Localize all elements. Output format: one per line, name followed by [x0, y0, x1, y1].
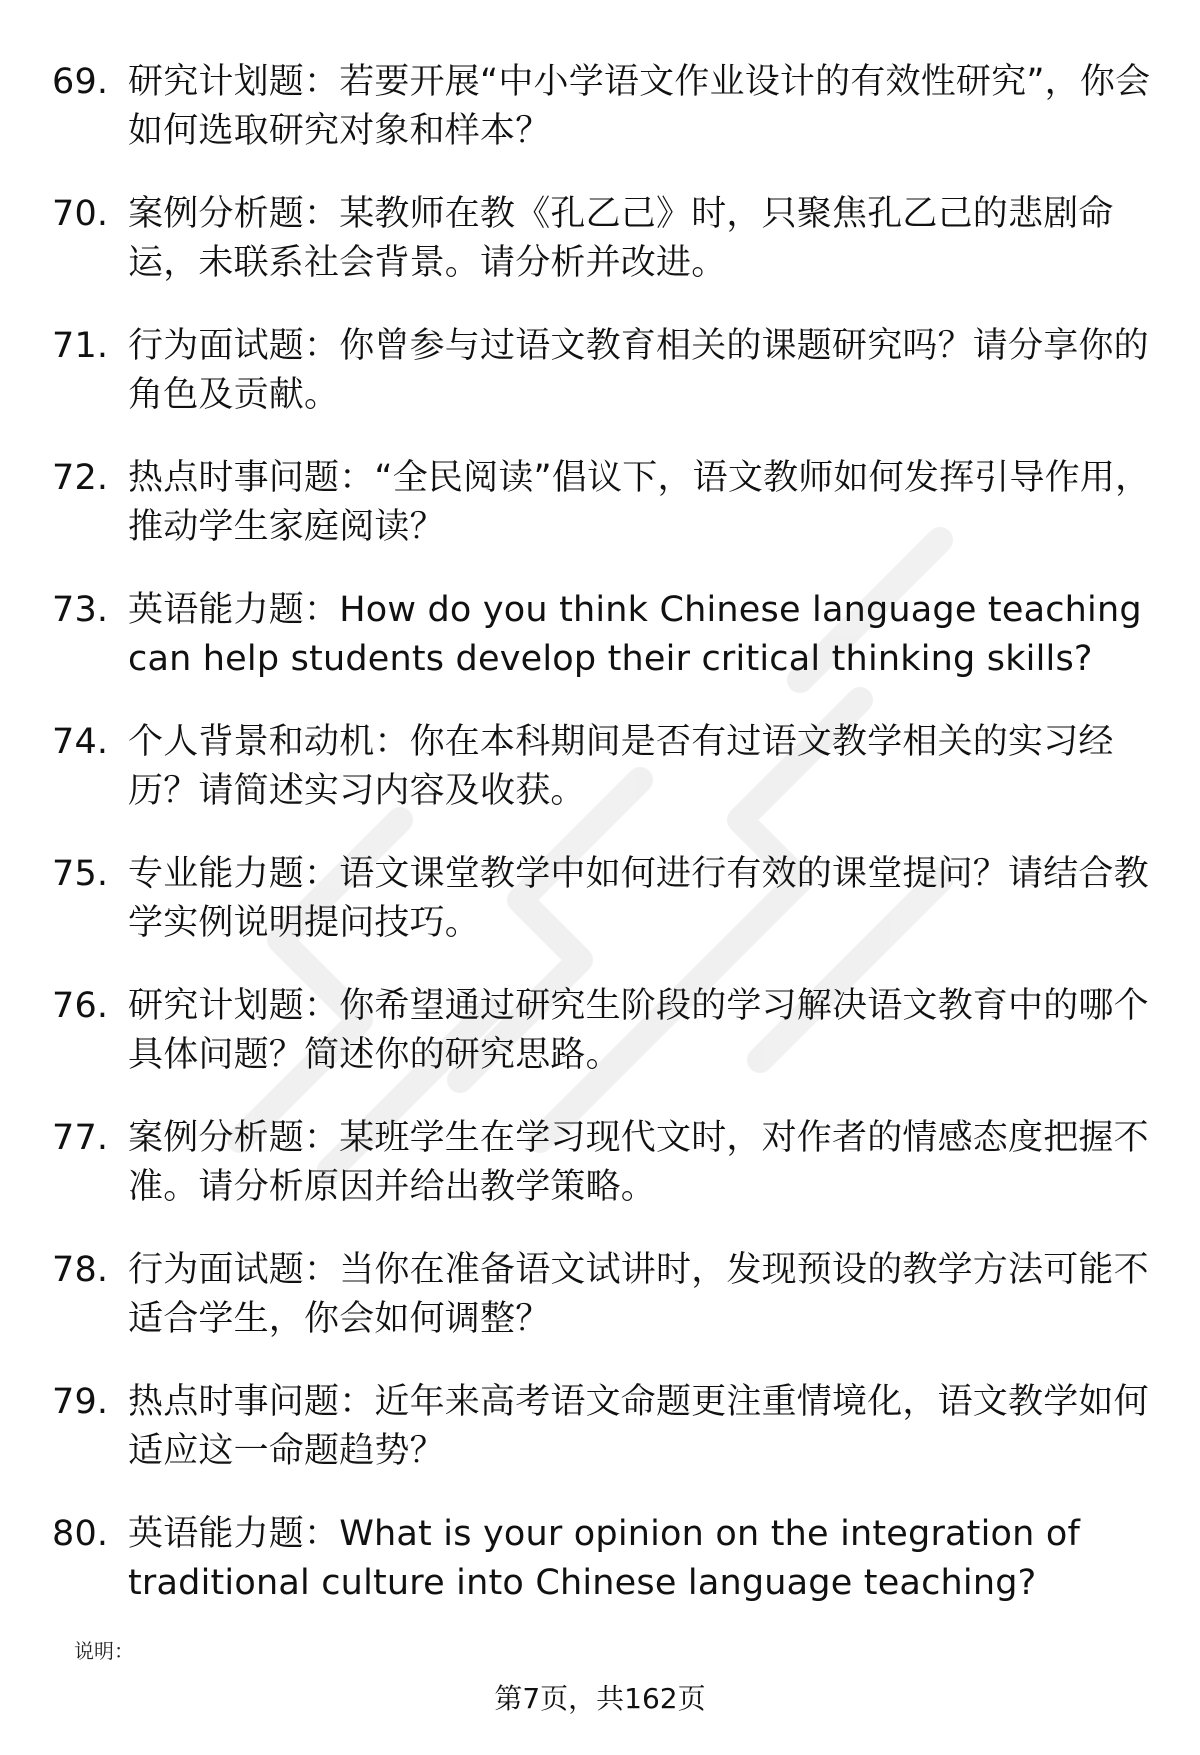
question-text: 专业能力题：语文课堂教学中如何进行有效的课堂提问？请结合教学实例说明提问技巧。	[128, 854, 1149, 943]
question-text: 热点时事问题：近年来高考语文命题更注重情境化，语文教学如何适应这一命题趋势？	[128, 1382, 1149, 1471]
question-item-78	[52, 1246, 1152, 1344]
question-text: 研究计划题：若要开展“中小学语文作业设计的有效性研究”，你会如何选取研究对象和样本？	[128, 62, 1151, 151]
question-number: 78.	[52, 1250, 109, 1290]
question-item-79	[52, 1378, 1152, 1476]
question-item-76	[52, 982, 1152, 1080]
question-text: 个人背景和动机：你在本科期间是否有过语文教学相关的实习经历？请简述实习内容及收获。	[128, 722, 1114, 811]
question-list	[52, 58, 1152, 1642]
question-number: 76.	[52, 986, 109, 1026]
question-item-77	[52, 1114, 1152, 1212]
question-item-75	[52, 850, 1152, 948]
question-number: 74.	[52, 722, 109, 762]
question-number: 80.	[52, 1514, 109, 1554]
question-item-73	[52, 586, 1152, 684]
question-text: 案例分析题：某教师在教《孔乙己》时，只聚焦孔乙己的悲剧命运，未联系社会背景。请分析并改进。	[128, 194, 1114, 283]
question-item-69	[52, 58, 1152, 156]
question-text: 案例分析题：某班学生在学习现代文时，对作者的情感态度把握不准。请分析原因并给出教学策略。	[128, 1118, 1149, 1207]
question-item-70	[52, 190, 1152, 288]
question-text: 英语能力题：How do you think Chinese language teaching can help students develop their critical thinking skills?	[128, 590, 1142, 679]
question-number: 69.	[52, 62, 109, 102]
question-number: 79.	[52, 1382, 109, 1422]
page-indicator: 第7页，共162页	[494, 1682, 706, 1715]
question-item-80	[52, 1510, 1152, 1608]
question-text: 行为面试题：当你在准备语文试讲时，发现预设的教学方法可能不适合学生，你会如何调整？	[128, 1250, 1149, 1339]
question-number: 73.	[52, 590, 109, 630]
question-number: 72.	[52, 458, 109, 498]
question-text: 研究计划题：你希望通过研究生阶段的学习解决语文教育中的哪个具体问题？简述你的研究思路。	[128, 986, 1149, 1075]
question-number: 70.	[52, 194, 109, 234]
question-item-74	[52, 718, 1152, 816]
question-item-71	[52, 322, 1152, 420]
question-number: 77.	[52, 1118, 109, 1158]
question-item-72	[52, 454, 1152, 552]
note-label: 说明：	[74, 1639, 134, 1663]
question-number: 71.	[52, 326, 109, 366]
question-text: 行为面试题：你曾参与过语文教育相关的课题研究吗？请分享你的角色及贡献。	[128, 326, 1149, 415]
question-text: 英语能力题：What is your opinion on the integration of traditional culture into Chinese language teaching?	[128, 1514, 1080, 1603]
question-text: 热点时事问题：“全民阅读”倡议下，语文教师如何发挥引导作用，推动学生家庭阅读？	[128, 458, 1151, 547]
question-number: 75.	[52, 854, 109, 894]
